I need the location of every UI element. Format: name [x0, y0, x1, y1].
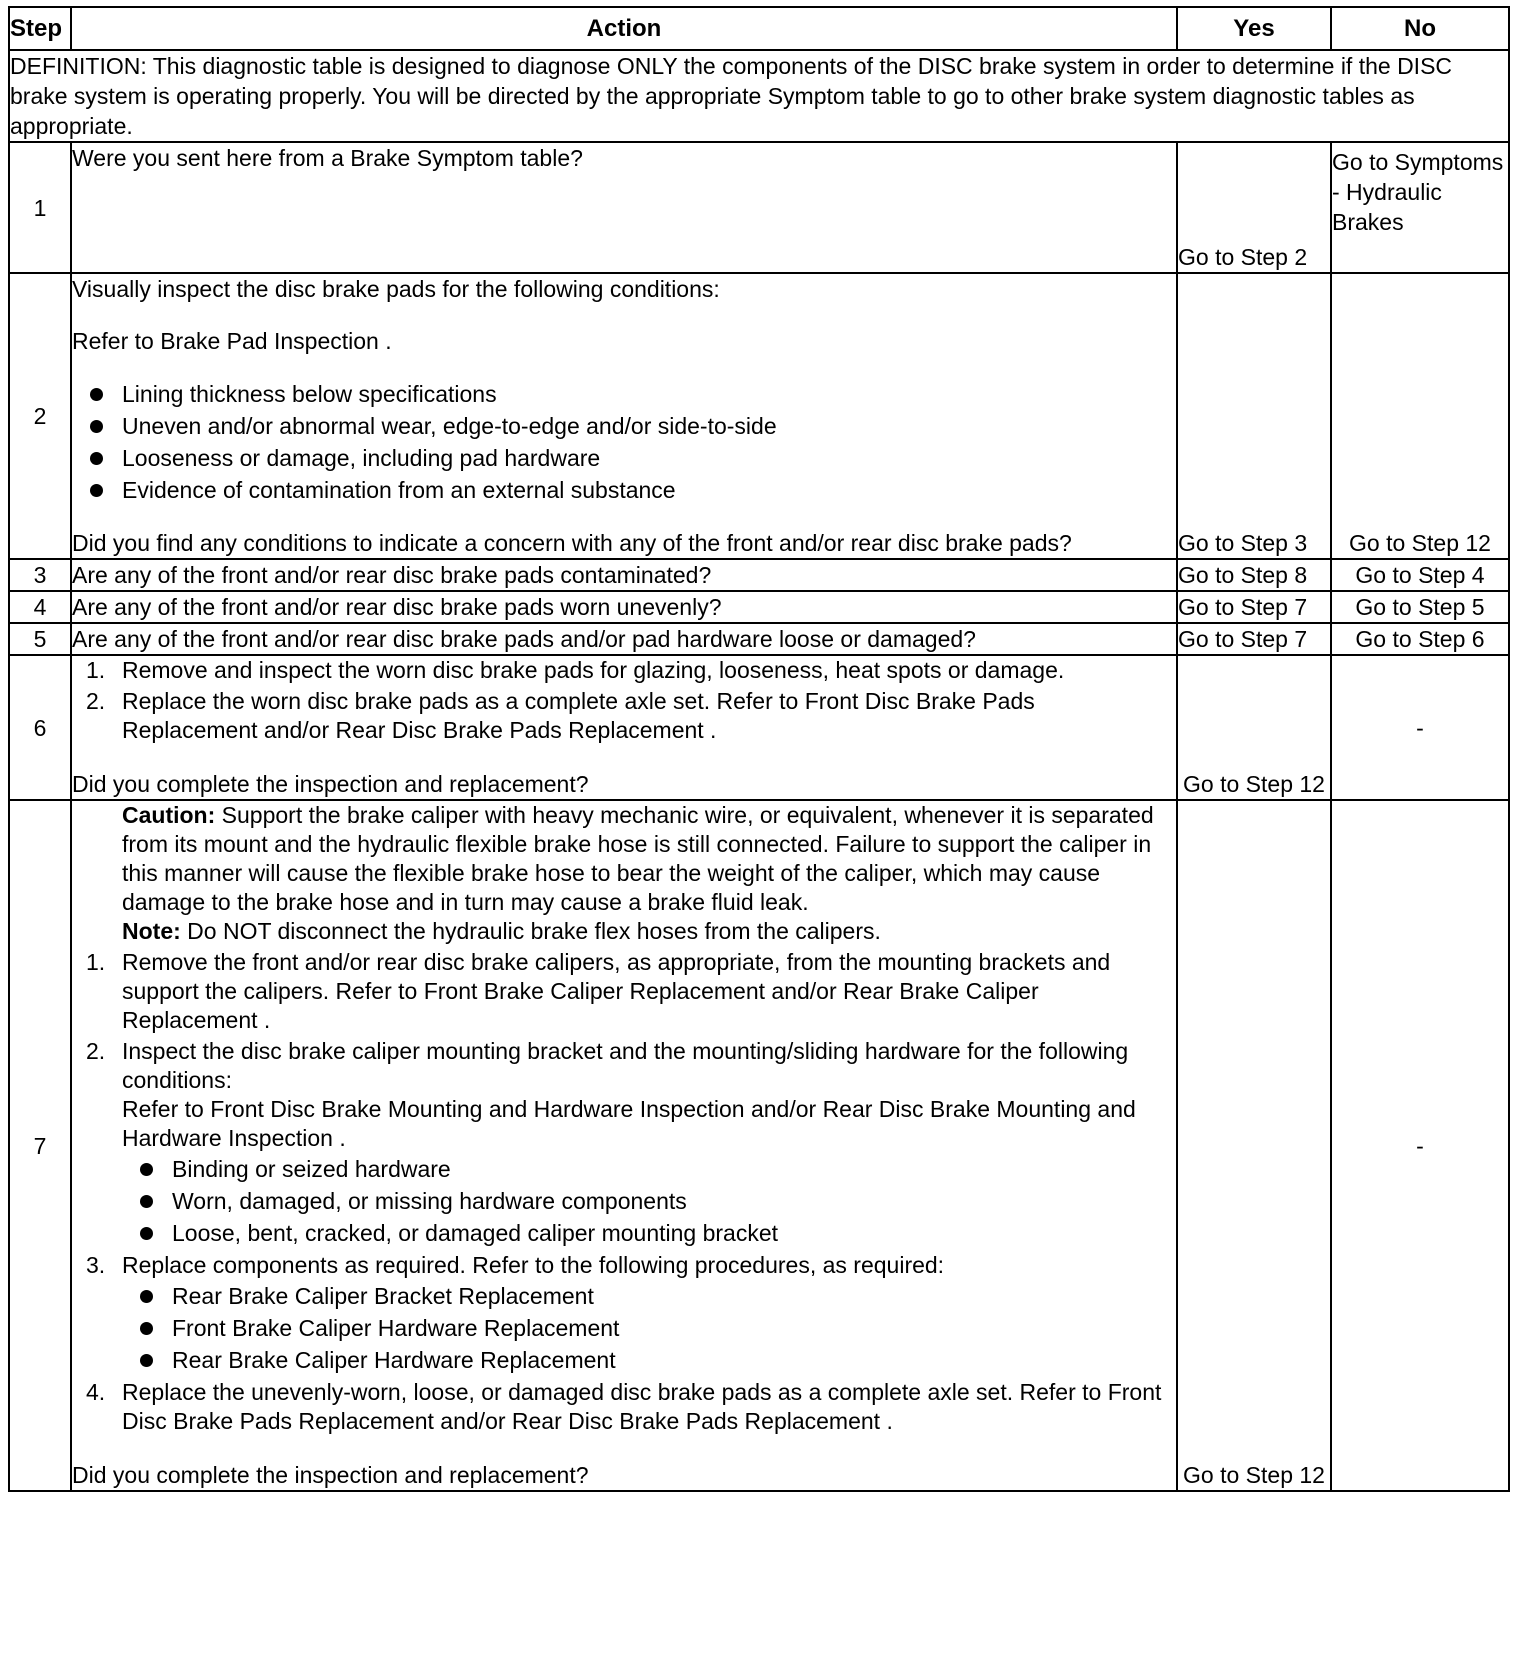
item-text: Remove and inspect the worn disc brake pads for glazing, looseness, heat spots or damage.	[122, 657, 1065, 683]
item-number: 1.	[86, 949, 106, 975]
item-text: Replace the unevenly-worn, loose, or damaged disc brake pads as a complete axle set. Refer to Front Disc Brake Pads Replacement and/or Rear Disc Brake Pads Replacement .	[122, 1379, 1162, 1434]
step-number: 7	[9, 800, 71, 1491]
step-action	[71, 273, 1177, 559]
table-row	[9, 800, 1509, 1491]
yes-result: Go to Step 3	[1177, 273, 1331, 559]
no-result: Go to Step 6	[1331, 623, 1509, 655]
step-number: 3	[9, 559, 71, 591]
definition-row	[9, 50, 1509, 142]
list-item: Front Brake Caliper Hardware Replacement	[140, 1312, 1176, 1344]
item-number: 4.	[86, 1379, 106, 1405]
list-item: Uneven and/or abnormal wear, edge-to-edge and/or side-to-side	[90, 410, 1176, 442]
table-row	[9, 273, 1509, 559]
yes-result: Go to Step 12	[1177, 655, 1331, 800]
item-text: Replace the worn disc brake pads as a complete axle set. Refer to Front Disc Brake Pads Replacement and/or Rear Disc Brake Pads Replacement .	[122, 688, 1035, 743]
procedure-list	[72, 656, 1176, 745]
list-item	[72, 948, 1176, 1035]
condition-list	[72, 378, 1176, 506]
header-action: Action	[71, 7, 1177, 50]
caution-block	[72, 801, 1176, 946]
list-item	[72, 1378, 1176, 1436]
step-action: Are any of the front and/or rear disc brake pads and/or pad hardware loose or damaged?	[71, 623, 1177, 655]
step-action: Were you sent here from a Brake Symptom table?	[71, 142, 1177, 273]
list-item	[72, 1037, 1176, 1249]
procedure-list	[72, 948, 1176, 1436]
step-number: 5	[9, 623, 71, 655]
table-row	[9, 623, 1509, 655]
list-item	[72, 687, 1176, 745]
list-item: Looseness or damage, including pad hardware	[90, 442, 1176, 474]
item-text: Replace components as required. Refer to the following procedures, as required:	[122, 1252, 945, 1278]
item-number: 2.	[86, 1038, 106, 1064]
diagnostic-table	[8, 6, 1510, 1492]
note-label: Note:	[122, 918, 181, 944]
header-no: No	[1331, 7, 1509, 50]
no-result: -	[1331, 800, 1509, 1491]
list-item: Worn, damaged, or missing hardware components	[140, 1185, 1176, 1217]
header-row	[9, 7, 1509, 50]
item-refer: Refer to Front Disc Brake Mounting and Hardware Inspection and/or Rear Disc Brake Mounting and Hardware Inspection .	[122, 1096, 1136, 1151]
step-action: Are any of the front and/or rear disc brake pads contaminated?	[71, 559, 1177, 591]
item-number: 2.	[86, 688, 106, 714]
definition-text: DEFINITION: This diagnostic table is designed to diagnose ONLY the components of the DISC brake system in order to determine if the DISC brake system is operating properly. You will be directed by the appropriate Symptom table to go to other brake system diagnostic tables as appropriate.	[9, 50, 1509, 142]
no-result: Go to Step 4	[1331, 559, 1509, 591]
step-action: Are any of the front and/or rear disc brake pads worn unevenly?	[71, 591, 1177, 623]
yes-result: Go to Step 7	[1177, 591, 1331, 623]
table-row	[9, 559, 1509, 591]
yes-result: Go to Step 2	[1177, 142, 1331, 273]
no-result: -	[1331, 655, 1509, 800]
no-result: Go to Symptoms - Hydraulic Brakes	[1331, 142, 1509, 273]
action-refer: Refer to Brake Pad Inspection .	[72, 328, 392, 354]
header-step: Step	[9, 7, 71, 50]
list-item: Evidence of contamination from an external substance	[90, 474, 1176, 506]
step-action	[71, 655, 1177, 800]
table-row	[9, 655, 1509, 800]
yes-result: Go to Step 12	[1177, 800, 1331, 1491]
caution-text: Support the brake caliper with heavy mechanic wire, or equivalent, whenever it is separated from its mount and the hydraulic flexible brake hose is still connected. Failure to support the caliper in this manner will cause the flexible brake hose to bear the weight of the caliper, which may cause damage to the brake hose and in turn may cause a brake fluid leak.	[122, 802, 1154, 915]
list-item	[72, 656, 1176, 685]
item-number: 1.	[86, 657, 106, 683]
no-result: Go to Step 12	[1331, 273, 1509, 559]
list-item: Lining thickness below specifications	[90, 378, 1176, 410]
list-item: Rear Brake Caliper Bracket Replacement	[140, 1280, 1176, 1312]
action-question: Did you complete the inspection and replacement?	[72, 771, 589, 797]
step-number: 2	[9, 273, 71, 559]
step-number: 4	[9, 591, 71, 623]
note-text: Do NOT disconnect the hydraulic brake flex hoses from the calipers.	[180, 918, 881, 944]
item-text: Remove the front and/or rear disc brake calipers, as appropriate, from the mounting brackets and support the calipers. Refer to Front Brake Caliper Replacement and/or Rear Brake Caliper Replacement .	[122, 949, 1111, 1033]
item-number: 3.	[86, 1252, 106, 1278]
yes-result: Go to Step 8	[1177, 559, 1331, 591]
header-yes: Yes	[1177, 7, 1331, 50]
action-question: Did you complete the inspection and replacement?	[72, 1462, 589, 1488]
caution-label: Caution:	[122, 802, 216, 828]
item-text: Inspect the disc brake caliper mounting bracket and the mounting/sliding hardware for the following conditions:	[122, 1038, 1129, 1093]
action-intro: Visually inspect the disc brake pads for the following conditions:	[72, 276, 720, 302]
procedure-links	[122, 1280, 1176, 1376]
table-row	[9, 591, 1509, 623]
action-question: Did you find any conditions to indicate a concern with any of the front and/or rear disc brake pads?	[72, 530, 1072, 556]
condition-list	[122, 1153, 1176, 1249]
yes-result: Go to Step 7	[1177, 623, 1331, 655]
list-item	[72, 1251, 1176, 1376]
list-item: Rear Brake Caliper Hardware Replacement	[140, 1344, 1176, 1376]
table-row	[9, 142, 1509, 273]
step-number: 6	[9, 655, 71, 800]
list-item: Binding or seized hardware	[140, 1153, 1176, 1185]
no-result: Go to Step 5	[1331, 591, 1509, 623]
list-item: Loose, bent, cracked, or damaged caliper mounting bracket	[140, 1217, 1176, 1249]
step-action	[71, 800, 1177, 1491]
step-number: 1	[9, 142, 71, 273]
